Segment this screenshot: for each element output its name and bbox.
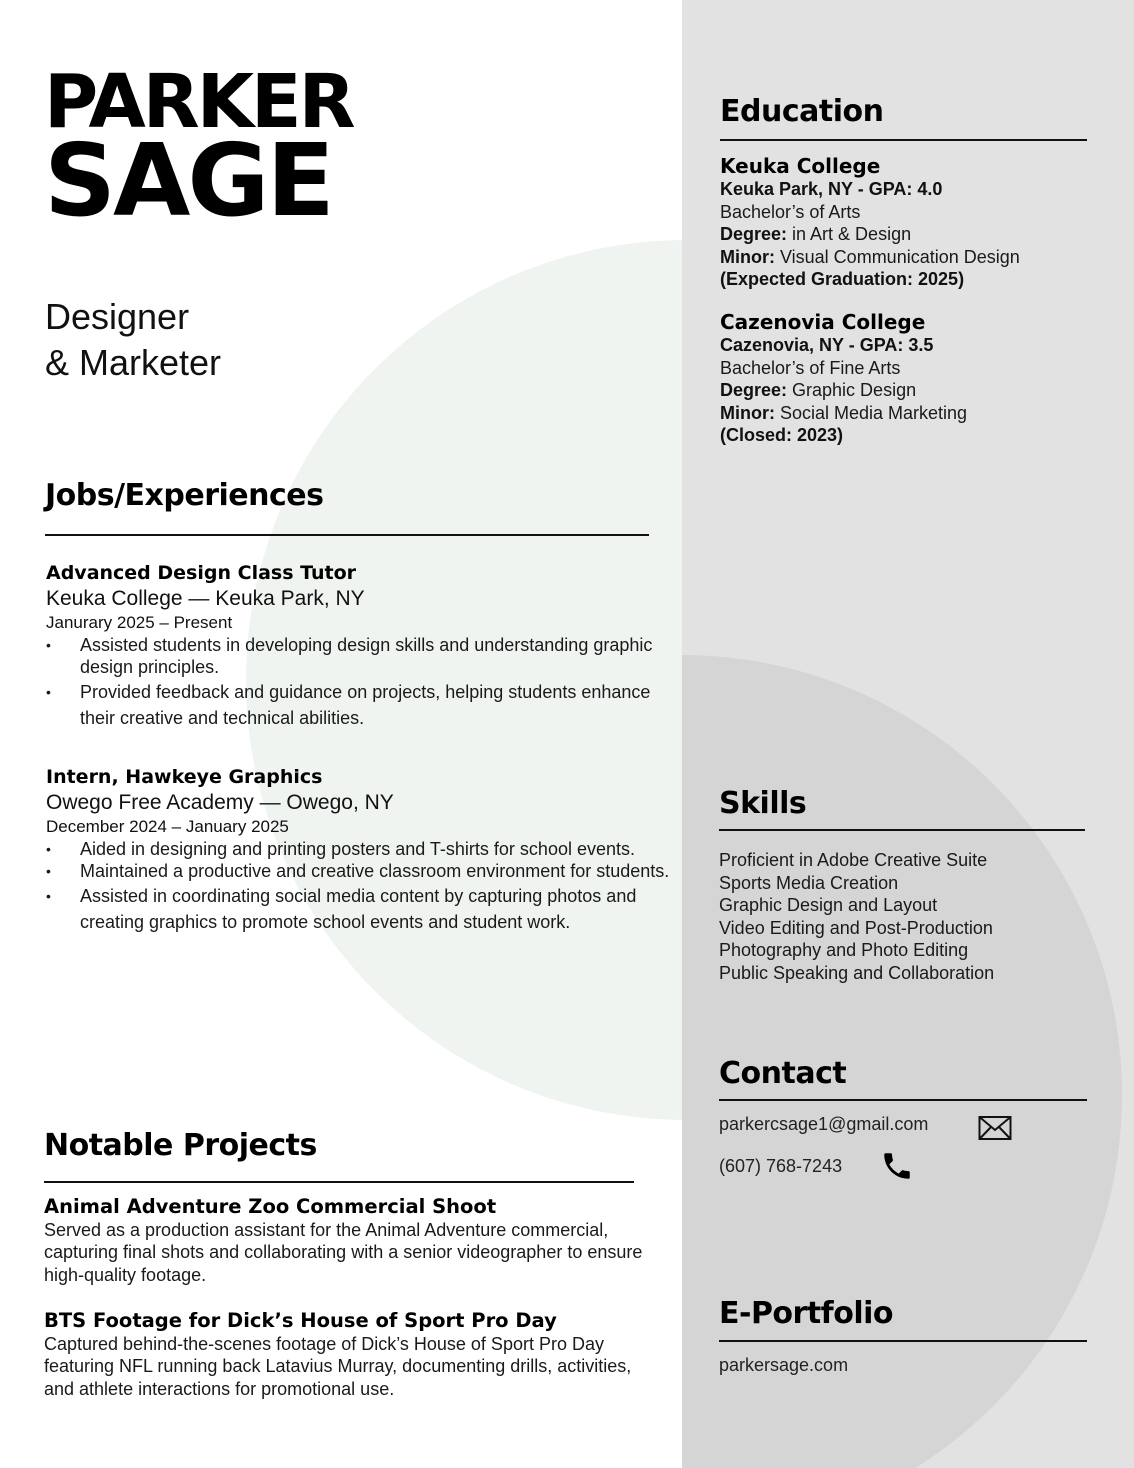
- job-bullet: • Assisted in coordinating social media content by capturing photos and creating graphics to promote school events and student work.: [46, 883, 680, 935]
- degree-type: Bachelor’s of Arts: [720, 201, 861, 222]
- minor-value: Social Media Marketing: [774, 402, 968, 423]
- phone-link[interactable]: (607) 768-7243: [719, 1156, 843, 1176]
- candidate-name: [44, 59, 353, 239]
- job-bullet: • Assisted students in developing design skills and understanding graphic design principles.: [46, 634, 670, 679]
- projects-divider: [44, 1181, 634, 1183]
- school-name: Cazenovia College: [720, 310, 926, 334]
- minor-value: Visual Communication Design: [774, 246, 1020, 267]
- degree-line: [720, 379, 967, 402]
- portfolio-heading: E-Portfolio: [719, 1296, 894, 1331]
- project-description: Captured behind-the-scenes footage of Dick’s House of Sport Pro Day featuring NFL running back Latavius Murray, documenting drills, activities, and athlete interactions for promotional use.: [44, 1333, 632, 1399]
- jobs-heading: Jobs/Experiences: [45, 478, 324, 513]
- role-line-2: & Marketer: [45, 342, 222, 383]
- graduation-status: (Expected Graduation: 2025): [720, 269, 965, 289]
- job-title: Intern, Hawkeye Graphics: [46, 766, 323, 788]
- education-entry: [720, 310, 967, 447]
- minor-line: [720, 402, 967, 425]
- envelope-icon: [978, 1115, 1012, 1146]
- job-entry: [46, 562, 670, 731]
- job-bullets: [46, 634, 670, 731]
- project-title: Animal Adventure Zoo Commercial Shoot: [44, 1195, 497, 1218]
- skills-heading: Skills: [719, 786, 807, 821]
- minor-line: [720, 246, 1020, 269]
- role-line-1: Designer: [45, 296, 190, 337]
- job-dates: Janurary 2025 – Present: [46, 612, 233, 632]
- minor-label: Minor:: [720, 246, 775, 267]
- job-bullets: [46, 838, 680, 935]
- role-title: [45, 294, 221, 386]
- skill-item: Video Editing and Post-Production: [719, 917, 993, 938]
- portfolio-link[interactable]: parkersage.com: [719, 1355, 849, 1375]
- job-bullet: • Aided in designing and printing posters and T-shirts for school events.: [46, 838, 670, 861]
- contact-heading: Contact: [719, 1056, 847, 1091]
- job-bullet: • Maintained a productive and creative classroom environment for students.: [46, 860, 670, 883]
- job-bullet: • Provided feedback and guidance on projects, helping students enhance their creative and technical abilities.: [46, 679, 670, 731]
- minor-label: Minor:: [720, 402, 775, 423]
- jobs-divider: [45, 534, 649, 536]
- graduation-status: (Closed: 2023): [720, 425, 844, 445]
- school-location-gpa: Cazenovia, NY - GPA: 3.5: [720, 335, 934, 355]
- project-title: BTS Footage for Dick’s House of Sport Pro Day: [44, 1309, 557, 1332]
- phone-icon: [880, 1149, 914, 1188]
- school-name: Keuka College: [720, 154, 881, 178]
- skills-divider: [719, 829, 1085, 831]
- degree-label: Degree:: [720, 380, 788, 400]
- job-organization: Owego Free Academy — Owego, NY: [46, 790, 394, 814]
- job-dates: December 2024 – January 2025: [46, 816, 289, 836]
- degree-line: [720, 223, 1020, 246]
- last-name: SAGE: [44, 122, 332, 239]
- education-divider: [720, 139, 1087, 141]
- projects-heading: Notable Projects: [44, 1128, 317, 1163]
- skill-item: Graphic Design and Layout: [719, 895, 938, 915]
- contact-divider: [719, 1099, 1087, 1101]
- job-organization: Keuka College — Keuka Park, NY: [46, 586, 365, 610]
- skill-item: Photography and Photo Editing: [719, 940, 969, 960]
- degree-type: Bachelor’s of Fine Arts: [720, 357, 901, 378]
- project-entry: [44, 1196, 644, 1286]
- first-name: PARKER: [44, 59, 353, 145]
- degree-label: Degree:: [720, 224, 788, 244]
- skill-item: Public Speaking and Collaboration: [719, 962, 995, 983]
- degree-value: Graphic Design: [787, 380, 917, 400]
- school-location-gpa: Keuka Park, NY - GPA: 4.0: [720, 179, 943, 199]
- job-entry: [46, 766, 680, 935]
- email-link[interactable]: parkercsage1@gmail.com: [719, 1114, 929, 1134]
- degree-value: in Art & Design: [787, 224, 912, 244]
- skills-list: [719, 849, 994, 984]
- project-entry: [44, 1310, 654, 1400]
- project-description: Served as a production assistant for the Animal Adventure commercial, capturing final shots and collaborating with a senior videographer to ensure high-quality footage.: [44, 1219, 643, 1285]
- portfolio-divider: [719, 1340, 1087, 1342]
- education-entry: [720, 154, 1020, 291]
- education-heading: Education: [720, 94, 884, 129]
- skill-item: Sports Media Creation: [719, 872, 899, 893]
- skill-item: Proficient in Adobe Creative Suite: [719, 850, 988, 870]
- job-title: Advanced Design Class Tutor: [46, 562, 357, 584]
